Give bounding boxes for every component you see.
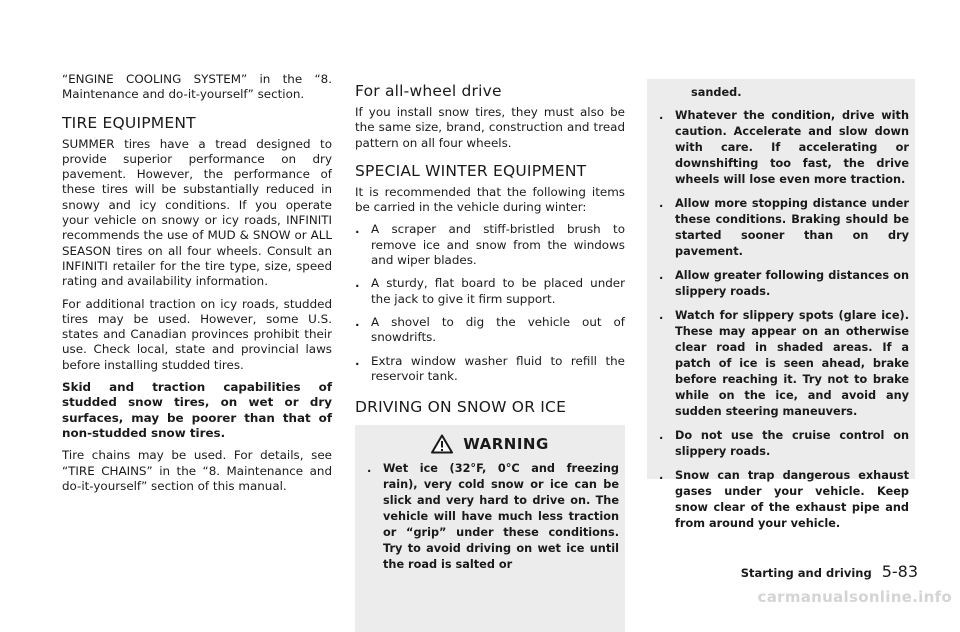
list-item: . A shovel to dig the vehicle out of snowdrifts. [355,314,625,345]
warning-box-continued [647,79,915,531]
list-item: . Do not use the cruise control on slippery roads. [659,429,909,459]
bullet: . [367,462,372,475]
list-item: . Snow can trap dangerous exhaust gases under your vehicle. Keep snow clear of the exhaust pipe and from around your vehicle. [659,469,909,531]
list-item: . Extra window washer fluid to refill the reservoir tank. [355,353,625,383]
warning-body [367,461,619,581]
list-item: . A sturdy, flat board to be placed under the jack to give it firm support. [355,276,625,306]
tire-paragraph-4: Tire chains may be used. For details, see “TIRE CHAINS” in the “8. Maintenance and do-it-yourself” section of this manual. [62,448,332,493]
list-item: . Allow more stopping distance under these conditions. Braking should be started sooner than on dry pavement. [659,197,909,259]
tire-paragraph-3: Skid and traction capabilities of studded snow tires, on wet or dry surfaces, may be poorer than that of non-studded snow tires. [62,380,332,440]
right-column [659,79,909,540]
bullet: . [355,353,360,368]
list-item: . A scraper and stiff-bristled brush to remove ice and snow from the windows and wiper blades. [355,222,625,268]
bullet: . [659,429,664,443]
tire-paragraph-1: SUMMER tires have a tread designed to provide superior performance on dry pavement. However, the performance of these tires will be substantially reduced in snowy and icy conditions. If you operate your vehicle on snowy or icy roads, INFINITI recommends the use of MUD & SNOW or ALL SEASON tires on all four wheels. Consult an INFINITI retailer for the tire type, size, speed rating and availability information. [62,136,332,289]
page-footer [741,562,918,581]
bullet: . [659,197,664,211]
warning-box [355,425,625,632]
tire-paragraph-2: For additional traction on icy roads, studded tires may be used. However, some U.S. states and Canadian provinces prohibit their use. Check local, state and provincial laws before installing studded tires. [62,296,332,372]
list-item: . Whatever the condition, drive with caution. Accelerate and slow down with care. If accelerating or downshifting too fast, the drive wheels will lose even more traction. [659,109,909,187]
left-column [62,72,332,501]
bullet: . [355,314,360,329]
bullet: . [659,309,664,323]
bullet: . [659,109,664,123]
awd-heading: For all-wheel drive [355,82,502,100]
warning-header [355,431,625,457]
page-number: 5-83 [881,562,918,581]
watermark: carmanualsonline.info [757,588,952,606]
continued-text: sanded. [691,86,742,99]
tire-equipment-heading: TIRE EQUIPMENT [62,113,196,132]
list-item: . Wet ice (32°F, 0°C and freezing rain), very cold snow or ice can be slick and very hard to drive on. The vehicle will have much less traction or “grip” under these conditions. Try to avoid driving on wet ice until the road is salted or [367,462,619,571]
bullet: . [659,269,664,283]
middle-column [355,82,625,571]
winter-paragraph: It is recommended that the following items be carried in the vehicle during winter: [355,184,625,215]
bullet: . [355,276,360,291]
intro-paragraph: “ENGINE COOLING SYSTEM” in the “8. Maintenance and do-it-yourself” section. [62,72,332,102]
list-item: . Allow greater following distances on slippery roads. [659,269,909,299]
warning-label: WARNING [463,435,549,453]
driving-on-snow-heading: DRIVING ON SNOW OR ICE [355,398,567,417]
warning-triangle-icon [431,434,453,454]
awd-paragraph: If you install snow tires, they must also be the same size, brand, construction and tread pattern on all four wheels. [355,105,625,150]
bullet: . [659,469,664,483]
bullet: . [355,222,360,237]
list-item: . Watch for slippery spots (glare ice). These may appear on an otherwise clear road in shaded areas. If a patch of ice is seen ahead, brake before reaching it. Try not to brake while on the ice, and avoid any sudden steering maneuvers. [659,309,909,419]
footer-section-title: Starting and driving [740,566,872,580]
winter-equipment-heading: SPECIAL WINTER EQUIPMENT [355,161,587,180]
